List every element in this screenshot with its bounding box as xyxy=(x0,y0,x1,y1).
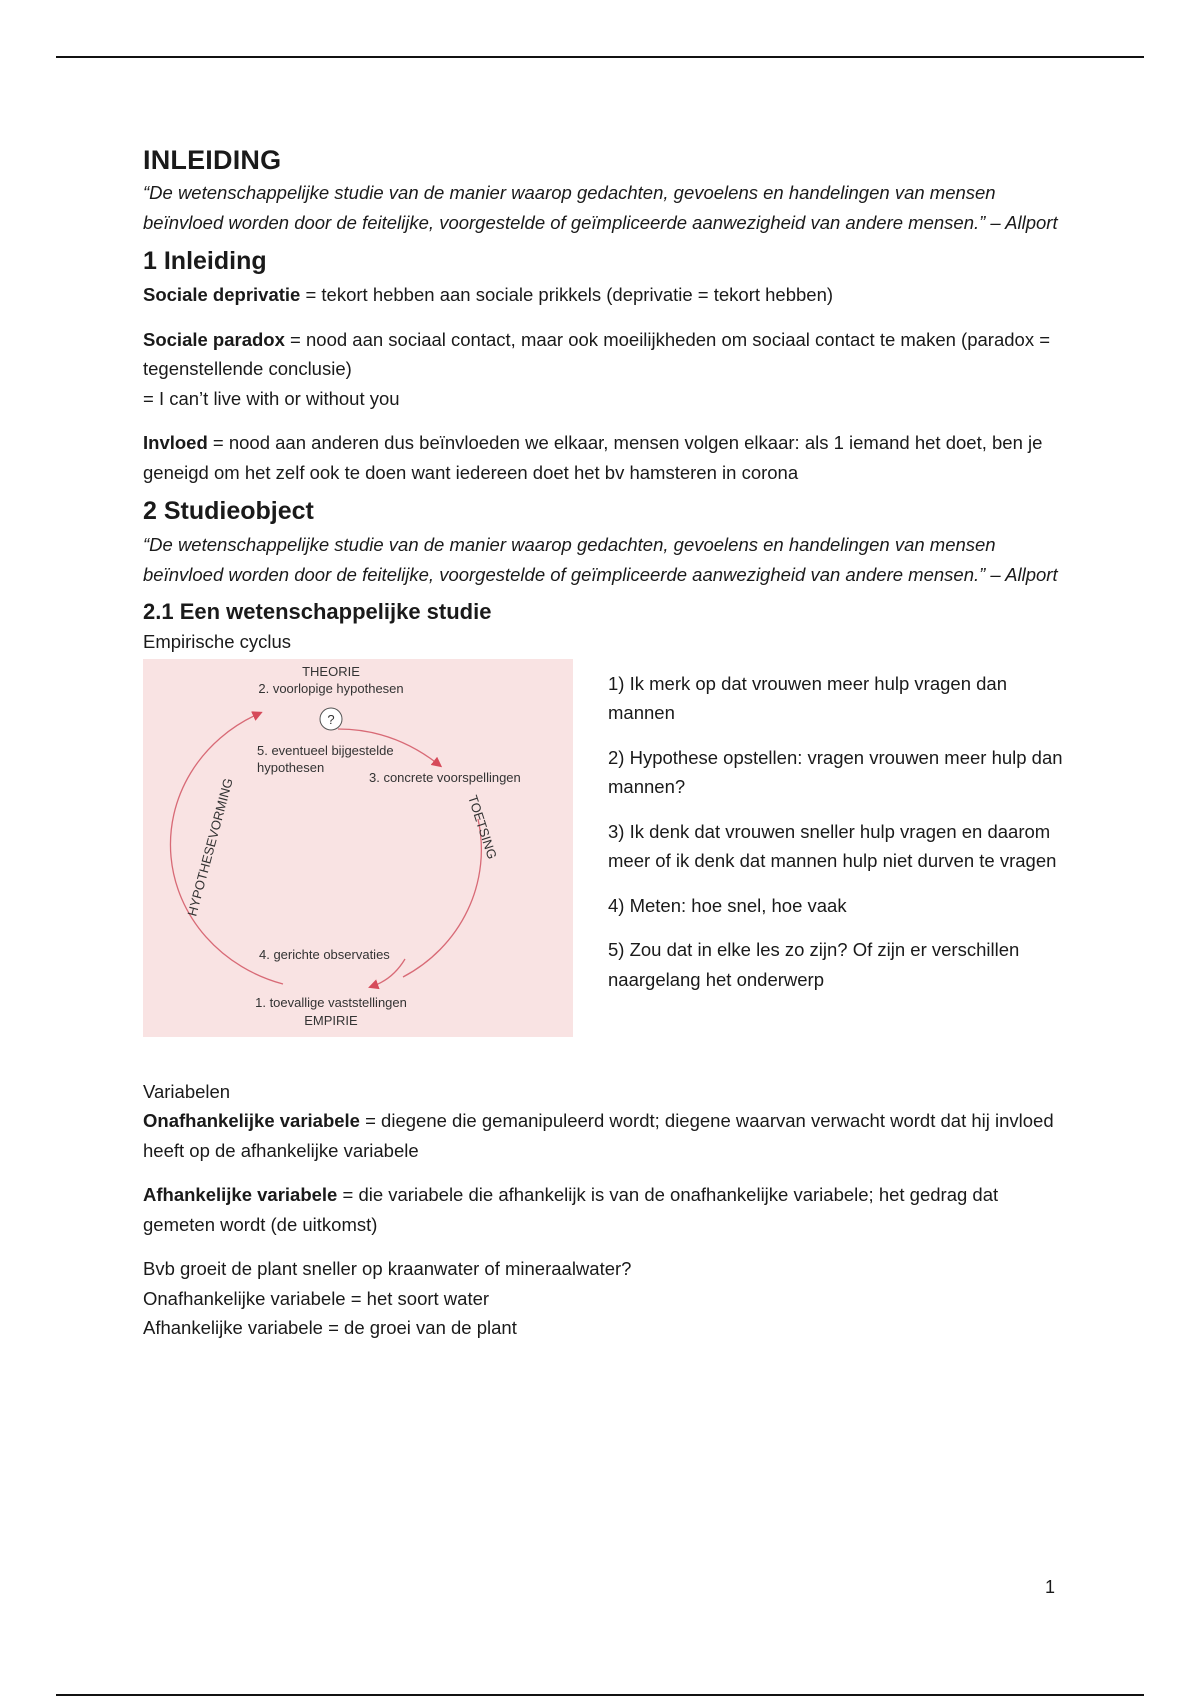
term: Sociale deprivatie xyxy=(143,284,301,305)
definition: = tekort hebben aan sociale prikkels (deprivatie = tekort hebben) xyxy=(300,284,834,305)
diagram-label-2: 2. voorlopige hypothesen xyxy=(258,680,404,696)
term: Onafhankelijke variabele xyxy=(143,1110,360,1131)
definition: = diegene die gemanipuleerd wordt; diegene waarvan verwacht wordt dat hij invloed heeft op de afhankelijke variabele xyxy=(143,1110,1054,1161)
step-3: 3) Ik denk dat vrouwen sneller hulp vragen en daarom meer of ik denk dat mannen hulp niet durven te vragen xyxy=(608,820,1057,871)
paragraph-onafhankelijke xyxy=(143,1106,1063,1165)
header-rule xyxy=(56,56,1144,58)
step-1: 1) Ik merk op dat vrouwen meer hulp vragen dan mannen xyxy=(608,672,1007,723)
example-line-1: Bvb groeit de plant sneller op kraanwater of mineraalwater? xyxy=(143,1258,632,1279)
chapter-title: INLEIDING xyxy=(143,145,282,175)
term: Sociale paradox xyxy=(143,328,285,350)
document-body xyxy=(143,145,1063,1343)
subsection-heading-2-1: 2.1 Een wetenschappelijke studie xyxy=(143,599,492,624)
paragraph-invloed xyxy=(143,428,1063,487)
step-4: 4) Meten: hoe snel, hoe vaak xyxy=(608,894,847,916)
paragraph-sociale-paradox xyxy=(143,325,1063,384)
diagram-hypothesevorming: HYPOTHESEVORMING xyxy=(184,775,236,918)
page-number: 1 xyxy=(1045,1577,1056,1597)
diagram-label-3: 3. concrete voorspellingen xyxy=(369,769,521,785)
diagram-empirie: EMPIRIE xyxy=(304,1012,358,1028)
step-2: 2) Hypothese opstellen: vragen vrouwen meer hulp dan mannen? xyxy=(608,746,1063,797)
section-heading-2: 2 Studieobject xyxy=(143,497,314,525)
cycle-svg xyxy=(143,659,573,1037)
cycle-arc-bottom xyxy=(373,959,405,986)
term: Afhankelijke variabele xyxy=(143,1184,338,1205)
term: Invloed xyxy=(143,432,208,453)
intro-quote: “De wetenschappelijke studie van de manier waarop gedachten, gevoelens en handelingen van mensen beïnvloed worden door de feitelijke, voorgestelde of geïmpliceerde aanwezigheid van andere mensen.” – Allport xyxy=(143,182,1058,233)
cycle-arc-right xyxy=(403,819,481,977)
cycle-steps-list xyxy=(608,659,1063,1037)
example-line-3: Afhankelijke variabele = de groei van de plant xyxy=(143,1317,517,1338)
diagram-question: ? xyxy=(327,711,335,727)
diagram-label-4: 4. gerichte observaties xyxy=(259,946,390,962)
step-5: 5) Zou dat in elke les zo zijn? Of zijn er verschillen naargelang het onderwerp xyxy=(608,939,1020,990)
definition: = nood aan sociaal contact, maar ook moeilijkheden om sociaal contact te maken (paradox = tegenstellende conclusie) xyxy=(143,328,1051,379)
definition: = die variabele die afhankelijk is van de onafhankelijke variabele; het gedrag dat gemeten wordt (de uitkomst) xyxy=(143,1184,999,1235)
definition: = nood aan anderen dus beïnvloeden we elkaar, mensen volgen elkaar: als 1 iemand het doet, ben je geneigd om het zelf ook te doen want iedereen doet het bv hamsteren in corona xyxy=(143,432,1043,483)
diagram-theorie: THEORIE xyxy=(302,663,360,679)
footer-rule xyxy=(56,1694,1144,1696)
paragraph-afhankelijke xyxy=(143,1180,1063,1239)
example-line-2: Onafhankelijke variabele = het soort water xyxy=(143,1287,490,1309)
diagram-toetsing: TOETSING xyxy=(465,792,500,861)
diagram-label-5a: 5. eventueel bijgestelde xyxy=(257,742,394,758)
section-heading-1: 1 Inleiding xyxy=(143,247,267,275)
diagram-caption: Empirische cyclus xyxy=(143,631,292,652)
variabelen-heading: Variabelen xyxy=(143,1080,231,1102)
paragraph-sociale-paradox-line2: = I can’t live with or without you xyxy=(143,387,400,409)
empirical-cycle-diagram xyxy=(143,659,573,1037)
diagram-label-1: 1. toevallige vaststellingen xyxy=(255,994,407,1010)
diagram-label-5b: hypothesen xyxy=(257,759,325,775)
paragraph-sociale-deprivatie xyxy=(143,280,1063,310)
studieobject-quote: “De wetenschappelijke studie van de manier waarop gedachten, gevoelens en handelingen van mensen beïnvloed worden door de feitelijke, voorgestelde of geïmpliceerde aanwezigheid van andere mensen.” – Allport xyxy=(143,534,1058,585)
